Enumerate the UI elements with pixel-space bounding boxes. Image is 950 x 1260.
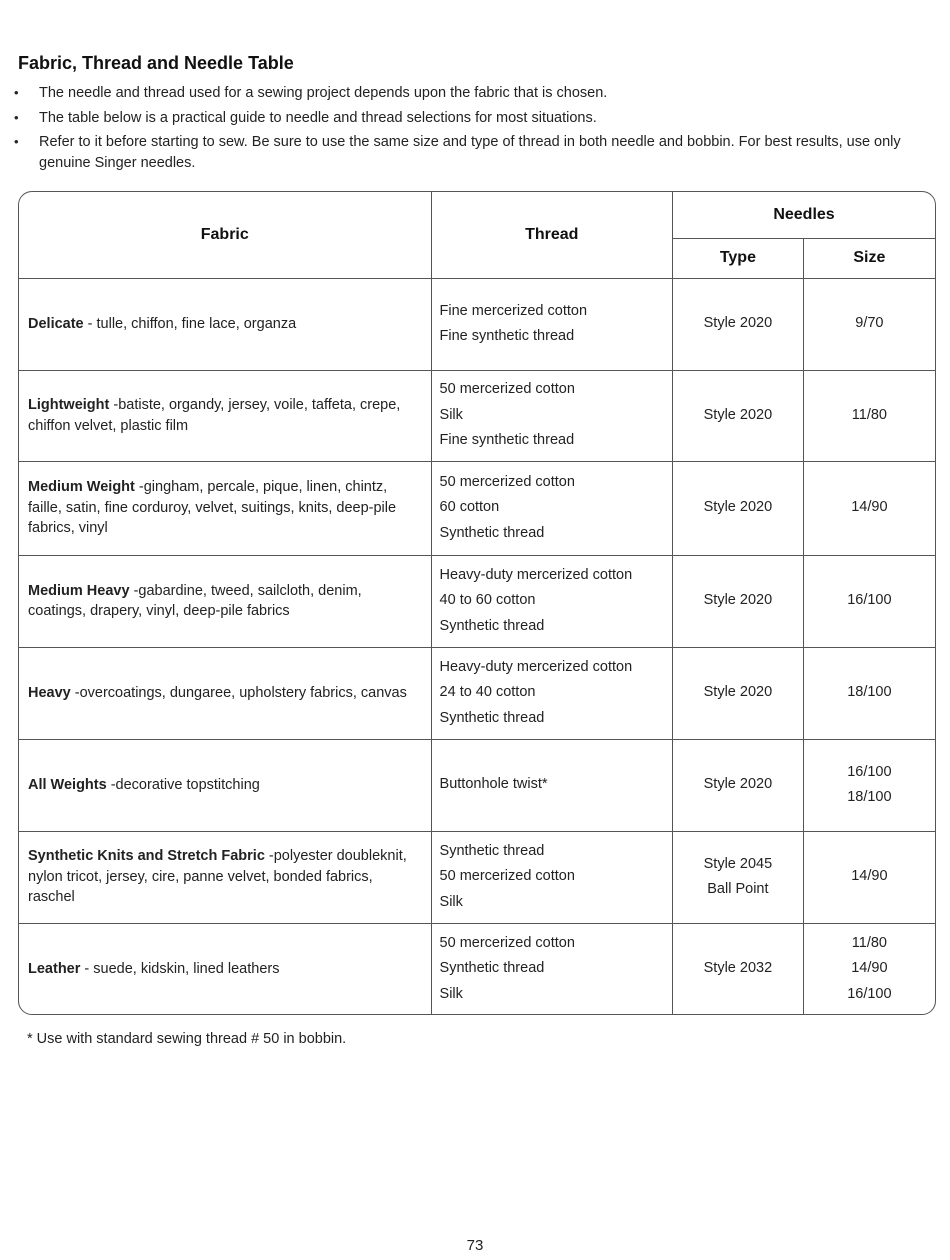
size-line: 14/90: [851, 868, 888, 885]
table-row: [19, 461, 935, 555]
type-cell: [673, 739, 804, 831]
page-title: Fabric, Thread and Needle Table: [18, 53, 294, 73]
thread-line: Silk: [439, 985, 463, 1002]
thread-line: 50 mercerized cotton: [439, 868, 575, 885]
intro-bullet-list: [14, 83, 914, 177]
type-line: Ball Point: [707, 881, 769, 897]
fabric-cell: [19, 278, 431, 370]
size-line: 9/70: [855, 315, 884, 332]
type-line: Style 2020: [703, 592, 773, 609]
thread-cell: [431, 555, 673, 647]
thread-line: Fine synthetic thread: [439, 432, 575, 449]
fabric-name: Medium Heavy: [28, 582, 130, 599]
thread-line: 50 mercerized cotton: [439, 473, 575, 490]
needle-table: [19, 192, 935, 1014]
fabric-cell: [19, 739, 431, 831]
fabric-name: Heavy: [28, 684, 71, 701]
table-row: [19, 278, 935, 370]
type-cell: [673, 370, 804, 461]
type-cell: [673, 647, 804, 739]
needle-table-frame: [18, 191, 936, 1015]
size-line: 16/100: [847, 592, 892, 609]
type-cell: [673, 278, 804, 370]
table-row: [19, 370, 935, 461]
size-line: 18/100: [847, 789, 892, 805]
size-cell: [803, 278, 935, 370]
size-line: 16/100: [847, 985, 892, 1002]
size-cell: [803, 831, 935, 923]
table-row: [19, 555, 935, 647]
header-type: Type: [673, 238, 804, 278]
type-line: Style 2020: [703, 684, 773, 701]
header-needles: Needles: [673, 192, 935, 238]
size-line: 11/80: [851, 934, 887, 951]
thread-line: Synthetic thread: [439, 617, 545, 634]
thread-line: 50 mercerized cotton: [439, 934, 575, 951]
type-cell: [673, 461, 804, 555]
table-row: [19, 647, 935, 739]
table-row: [19, 739, 935, 831]
bullet-item: • Refer to it before starting to sew. Be sure to use the same size and type of thread in both needle and bobbin. For best results, use only genuine Singer needles.: [14, 134, 901, 171]
thread-line: Synthetic thread: [439, 709, 545, 726]
size-line: 16/100: [847, 763, 892, 780]
thread-line: Silk: [439, 893, 463, 910]
header-fabric: Fabric: [19, 192, 431, 278]
fabric-description: -gabardine, tweed, sailcloth, denim, coatings, drapery, vinyl, deep-pile fabrics: [28, 582, 362, 619]
type-cell: [673, 923, 804, 1014]
thread-cell: [431, 831, 673, 923]
type-line: Style 2020: [703, 315, 773, 332]
thread-line: 50 mercerized cotton: [439, 381, 575, 398]
fabric-description: -gingham, percale, pique, linen, chintz, faille, satin, fine corduroy, velvet, suitings, knits, deep-pile fabrics, vinyl: [28, 479, 397, 537]
table-row: [19, 831, 935, 923]
type-line: Style 2020: [703, 499, 773, 516]
bullet-item: • The table below is a practical guide to needle and thread selections for most situations.: [14, 109, 597, 126]
thread-line: Synthetic thread: [439, 960, 545, 976]
size-cell: [803, 461, 935, 555]
fabric-description: - tulle, chiffon, fine lace, organza: [83, 315, 297, 332]
fabric-name: Medium Weight: [28, 479, 135, 496]
fabric-description: -decorative topstitching: [106, 776, 260, 793]
footnote: * Use with standard sewing thread # 50 in bobbin.: [27, 1031, 347, 1047]
thread-cell: [431, 647, 673, 739]
fabric-cell: [19, 461, 431, 555]
type-line: Style 2032: [703, 960, 773, 976]
fabric-name: Delicate: [28, 315, 84, 332]
thread-line: Heavy-duty mercerized cotton: [439, 566, 633, 583]
thread-cell: [431, 923, 673, 1014]
thread-line: 60 cotton: [439, 499, 500, 516]
size-cell: [803, 923, 935, 1014]
size-cell: [803, 739, 935, 831]
thread-line: Fine synthetic thread: [439, 328, 575, 344]
size-cell: [803, 555, 935, 647]
fabric-name: Synthetic Knits and Stretch Fabric: [28, 848, 265, 865]
fabric-cell: [19, 555, 431, 647]
thread-line: 24 to 40 cotton: [439, 684, 536, 701]
fabric-description: - suede, kidskin, lined leathers: [80, 960, 280, 977]
fabric-name: Leather: [28, 960, 81, 977]
fabric-description: -polyester doubleknit, nylon tricot, jersey, cire, panne velvet, bonded fabrics, raschel: [28, 848, 407, 906]
thread-line: 40 to 60 cotton: [439, 592, 536, 609]
header-thread: Thread: [431, 192, 673, 278]
type-line: Style 2020: [703, 776, 773, 793]
size-line: 14/90: [851, 499, 888, 516]
fabric-cell: [19, 647, 431, 739]
thread-line: Synthetic thread: [439, 524, 545, 541]
thread-line: Fine mercerized cotton: [439, 302, 588, 319]
fabric-name: All Weights: [28, 776, 107, 793]
page-number: 73: [466, 1237, 484, 1254]
size-line: 14/90: [851, 960, 888, 976]
thread-line: Synthetic thread: [439, 842, 545, 859]
thread-cell: [431, 461, 673, 555]
fabric-description: -batiste, organdy, jersey, voile, taffeta, crepe, chiffon velvet, plastic film: [28, 397, 401, 434]
fabric-description: -overcoatings, dungaree, upholstery fabrics, canvas: [70, 684, 407, 701]
type-cell: [673, 831, 804, 923]
size-line: 18/100: [847, 684, 892, 701]
bullet-text: The table below is a practical guide to needle and thread selections for most situations.: [39, 109, 597, 126]
size-cell: [803, 647, 935, 739]
header-size: Size: [803, 238, 935, 278]
bullet-text: Refer to it before starting to sew. Be sure to use the same size and type of thread in both needle and bobbin. For best results, use only genuine Singer needles.: [39, 134, 901, 171]
thread-line: Buttonhole twist*: [439, 776, 548, 793]
size-line: 11/80: [851, 406, 887, 423]
thread-line: Heavy-duty mercerized cotton: [439, 658, 633, 675]
thread-cell: [431, 370, 673, 461]
thread-cell: [431, 278, 673, 370]
fabric-cell: [19, 923, 431, 1014]
type-line: Style 2045: [703, 855, 773, 872]
bullet-text: The needle and thread used for a sewing project depends upon the fabric that is chosen.: [39, 85, 608, 101]
fabric-name: Lightweight: [28, 397, 110, 413]
table-body: [19, 278, 935, 1014]
type-line: Style 2020: [703, 406, 773, 423]
fabric-cell: [19, 370, 431, 461]
bullet-item: • The needle and thread used for a sewing project depends upon the fabric that is chosen.: [14, 85, 608, 101]
thread-cell: [431, 739, 673, 831]
fabric-cell: [19, 831, 431, 923]
type-cell: [673, 555, 804, 647]
thread-line: Silk: [439, 406, 463, 423]
table-row: [19, 923, 935, 1014]
size-cell: [803, 370, 935, 461]
